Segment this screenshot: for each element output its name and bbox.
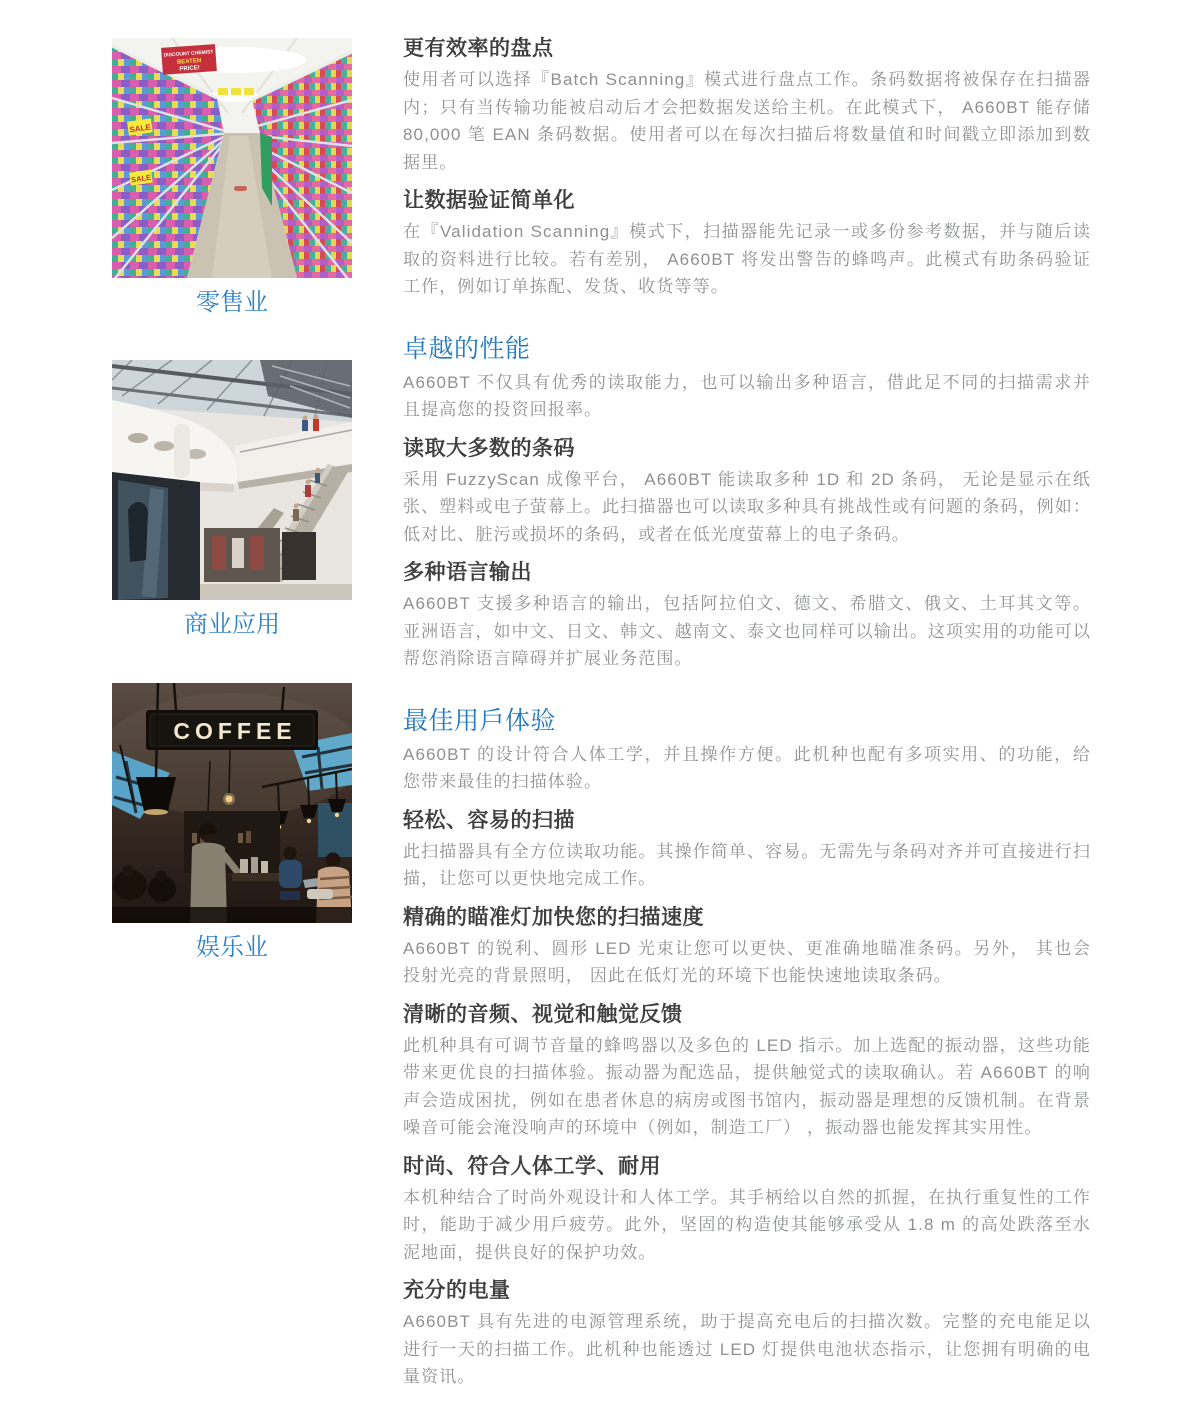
- heading-read-most-barcodes: 读取大多数的条码: [403, 436, 575, 460]
- heading-best-user-experience: 最佳用戶体验: [403, 706, 557, 735]
- heading-battery: 充分的电量: [403, 1279, 511, 1302]
- body-battery: A660BT 具有先进的电源管理系统，助于提高充电后的扫描次数。完整的充电能足以进行一天的扫描工作。此机种也能透过 LED 灯提供电池状态指示，让您拥有明确的电量资讯。: [403, 1312, 1091, 1386]
- body-ergonomic-durable: 本机种结合了时尚外观设计和人体工学。其手柄给以自然的抓握，在执行重复性的工作时，能助于减少用戶疲劳。此外，坚固的构造使其能够承受从 1.8 m 的高处跌落至水泥地面，提供良好的保护功效。: [403, 1187, 1091, 1262]
- banner-line2: BEATEN: [176, 58, 202, 66]
- caption-entertainment: 娱乐业: [196, 934, 268, 961]
- heading-efficient-inventory: 更有效率的盘点: [403, 37, 554, 60]
- body-multi-language-output: A660BT 支援多种语言的输出，包括阿拉伯文、德文、希腊文、俄文、土耳其文等。亚洲语言，如中文、日文、韩文、越南文、泰文也同样可以输出。这项实用的功能可以帮您消除语言障碍并扩展业务范围。: [403, 594, 1091, 668]
- svg-text:SALE: SALE: [130, 172, 152, 185]
- figure-mall: [112, 360, 352, 640]
- body-read-most-barcodes: 采用 FuzzyScan 成像平台， A660BT 能读取多种 1D 和 2D 条码， 无论是显示在纸张、塑料或电子萤幕上。此扫描器也可以读取多种具有挑战性或有问题的条码，例如：低对比、脏污或损坏的条码，或者在低光度萤幕上的电子条码。: [403, 469, 1091, 544]
- heading-multi-language-output: 多种语言输出: [403, 561, 532, 584]
- heading-data-validation: 让数据验证简单化: [403, 189, 575, 212]
- article-content: [403, 36, 1091, 1391]
- body-feedback: 此机种具有可调节音量的蜂鸣器以及多色的 LED 指示。加上选配的振动器，这些功能带来更优良的扫描体验。振动器为配选品，提供触觉式的读取确认。若 A660BT 的响声会造成困扰，例如在患者休息的病房或图书馆内，振动器是理想的反馈机制。在背景噪音可能会淹没响声的环境中（例如，制造工厂） ，振动器也能发挥其实用性。: [403, 1035, 1091, 1137]
- coffee-sign: [146, 710, 318, 750]
- svg-text:SALE: SALE: [128, 122, 152, 135]
- body-data-validation: 在『Validation Scanning』模式下，扫描器能先记录一或多份参考数据，并与随后读取的资料进行比较。若有差别， A660BT 将发出警告的蜂鸣声。此模式有助条码验证工作，例如订单拣配、发货、收货等等。: [403, 222, 1091, 296]
- figure-entertainment: [112, 683, 352, 963]
- body-aiming-light: A660BT 的锐利、圆形 LED 光束让您可以更快、更准确地瞄准条码。另外， 其也会投射光亮的背景照明， 因此在低灯光的环境下也能快速地读取条码。: [403, 938, 1091, 985]
- coffee-shop-photo: [112, 683, 352, 923]
- body-best-user-experience: A660BT 的设计符合人体工学，并且操作方便。此机种也配有多项实用、的功能，给您带来最佳的扫描体验。: [403, 744, 1091, 791]
- body-superior-performance: A660BT 不仅具有优秀的读取能力，也可以输出多种语言，借此足不同的扫描需求并且提高您的投资回报率。: [403, 372, 1091, 419]
- banner-line1: DISCOUNT CHEMIST: [163, 49, 214, 59]
- body-efficient-inventory: 使用者可以选择『Batch Scanning』模式进行盘点工作。条码数据将被保存在扫描器内；只有当传输功能被启动后才会把数据发送给主机。在此模式下， A660BT 能存储 80,000 笔 EAN 条码数据。使用者可以在每次扫描后将数量值和时间戳立即添加到数据里。: [403, 70, 1091, 172]
- caption-retail: 零售业: [196, 289, 268, 316]
- heading-easy-scanning: 轻松、容易的扫描: [403, 808, 575, 832]
- body-easy-scanning: 此扫描器具有全方位读取功能。其操作简单、容易。无需先与条码对齐并可直接进行扫描，让您可以更快地完成工作。: [403, 841, 1091, 888]
- coffee-sign-text: COFFEE: [173, 718, 297, 744]
- heading-superior-performance: 卓越的性能: [403, 334, 531, 363]
- banner-line3: PRICE!: [179, 65, 200, 73]
- shopping-mall-photo: [112, 360, 352, 600]
- heading-feedback: 清晰的音频、视觉和触觉反馈: [403, 1002, 683, 1026]
- caption-mall: 商业应用: [184, 611, 280, 638]
- discount-banner: [161, 44, 217, 75]
- heading-ergonomic-durable: 时尚、符合人体工学、耐用: [403, 1154, 661, 1178]
- figure-retail: [112, 38, 352, 318]
- heading-aiming-light: 精确的瞄准灯加快您的扫描速度: [403, 905, 704, 929]
- retail-aisle-photo: [112, 38, 352, 278]
